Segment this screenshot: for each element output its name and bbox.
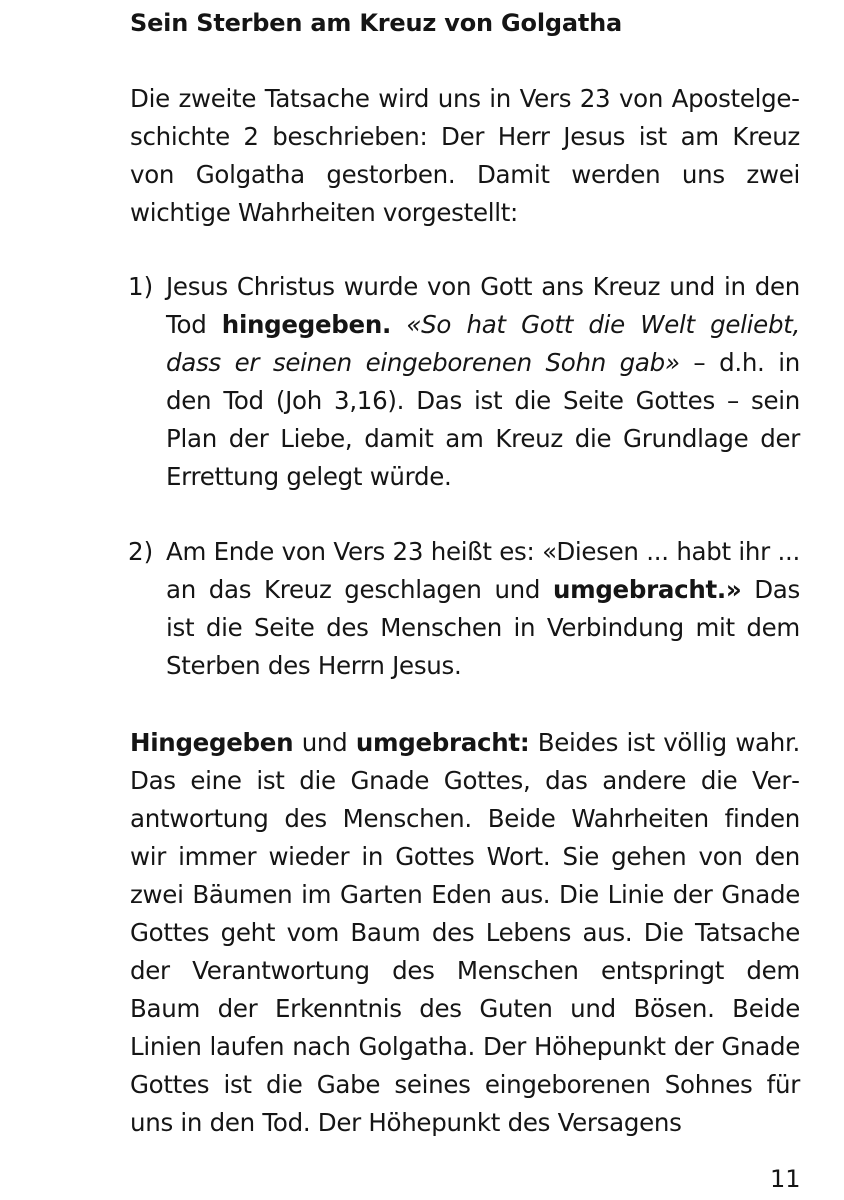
- list-item-text: [166, 268, 800, 496]
- list-item-number: 2): [128, 537, 154, 566]
- item-text-before: Jesus Christus wurde von Gott ans Kreuz und in den Tod: [166, 272, 800, 339]
- conclusion-text: Beides ist völlig wahr. Das eine ist die Gnade Gottes, das andere die Verantwortung des Menschen. Beide Wahrheiten finden wir immer wieder in Gottes Wort. Sie gehen von den zwei Bäumen im Garten Eden aus. Die Linie der Gnade Gottes geht vom Baum des Lebens aus. Die Tatsache der Verantwortung des Menschen entspringt dem Baum der Erkenntnis des Guten und Bösen. Beide Linien laufen nach Golgatha. Der Höhepunkt der Gnade Gottes ist die Gabe seines eingeborenen Sohnes für uns in den Tod. Der Höhepunkt des Versagens: [130, 728, 801, 1137]
- conclusion-bold-term: Hingegeben: [130, 728, 294, 757]
- bible-quote: «So hat Gott die Welt geliebt, dass er seinen eingeborenen Sohn gab»: [166, 310, 800, 377]
- item-text-after: Das ist die Seite des Menschen in Verbindung mit dem Sterben des Herrn Jesus.: [166, 575, 800, 680]
- item-bold-term: hingegeben.: [221, 310, 391, 339]
- intro-paragraph: Die zweite Tatsache wird uns in Vers 23 von Apostelgeschichte 2 beschrieben: Der Herr Jesus ist am Kreuz von Golgatha gestorben. Damit werden uns zwei wichtige Wahrheiten vorgestellt:: [130, 84, 800, 227]
- item-text-after: – d.h. in den Tod (Joh 3,16). Das ist die Seite Gottes – sein Plan der Liebe, damit am Kreuz die Grundlage der Errettung gelegt würde.: [166, 348, 800, 491]
- item-bold-term: umgebracht.»: [552, 575, 742, 604]
- conclusion-bold-term: umgebracht:: [355, 728, 530, 757]
- section-heading: Sein Sterben am Kreuz von Golgatha: [130, 9, 622, 37]
- item-text-before: Am Ende von Vers 23 heißt es: «Diesen ... habt ihr ... an das Kreuz geschlagen und: [166, 537, 800, 604]
- list-item-number: 1): [128, 272, 154, 301]
- list-item-text: [166, 533, 800, 685]
- conclusion-paragraph: Hingegeben und umgebracht: Beides ist völlig wahr. Das eine ist die Gnade Gottes, das andere die Verantwortung des Menschen. Beide Wahrheiten finden wir immer wieder in Gottes Wort. Sie gehen von den zwei Bäumen im Garten Eden aus. Die Linie der Gnade Gottes geht vom Baum des Lebens aus. Die Tatsache der Verantwortung des Menschen entspringt dem Baum der Erkenntnis des Guten und Bösen. Beide Linien laufen nach Golgatha. Der Höhepunkt der Gnade Gottes ist die Gabe seines eingeborenen Sohnes für uns in den Tod. Der Höhepunkt des Versagens: [130, 728, 801, 1137]
- page-number: 11: [770, 1165, 801, 1193]
